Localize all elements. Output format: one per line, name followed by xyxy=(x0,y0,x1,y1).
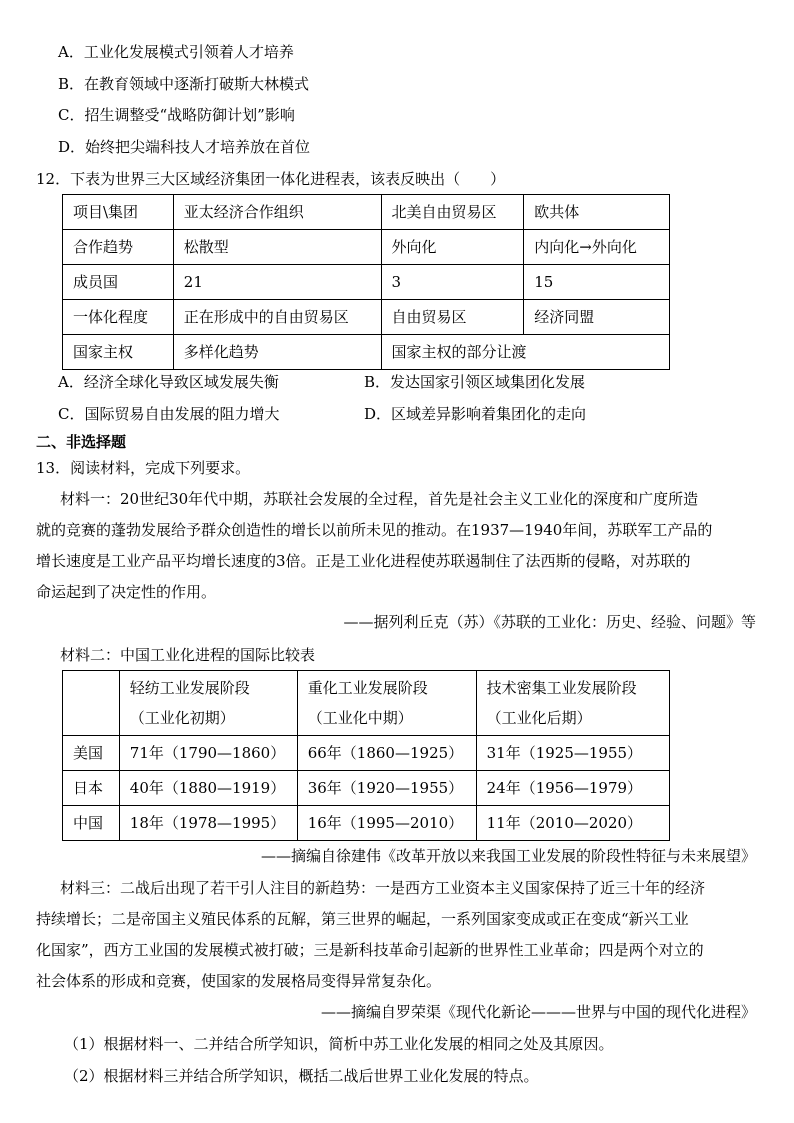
table-cell: 36年（1920—1955） xyxy=(297,771,476,806)
material-1-source: ——据列利丘克（苏）《苏联的工业化：历史、经验、问题》等 xyxy=(343,613,756,631)
table-row xyxy=(63,806,670,841)
header-line: 技术密集工业发展阶段 xyxy=(486,679,637,697)
sub-question-2: （2）根据材料三并结合所学知识，概括二战后世界工业化发展的特点。 xyxy=(64,1067,539,1085)
table-cell: 国家主权的部分让渡 xyxy=(381,335,670,370)
material-3-line: 化国家”，西方工业国的发展模式被打破；三是新科技革命引起新的世界性工业革命；四是两个对立的 xyxy=(36,941,704,959)
table-cell: 18年（1978—1995） xyxy=(119,806,297,841)
table-cell xyxy=(119,671,297,736)
table-cell: 合作趋势 xyxy=(63,230,174,265)
table-cell: 多样化趋势 xyxy=(173,335,381,370)
table-cell: 21 xyxy=(173,265,381,300)
table-row xyxy=(63,265,670,300)
table-cell: 项目\集团 xyxy=(63,195,174,230)
section-title: 二、非选择题 xyxy=(36,433,127,451)
table-cell xyxy=(476,671,669,736)
header-subline: （工业化后期） xyxy=(486,709,592,727)
table-cell: 11年（2010—2020） xyxy=(476,806,669,841)
material-3-line: 材料三：二战后出现了若干引人注目的新趋势：一是西方工业资本主义国家保持了近三十年的经济 xyxy=(60,879,706,897)
material-1-line: 材料一：20世纪30年代中期，苏联社会发展的全过程，首先是社会主义工业化的深度和广度所造 xyxy=(60,490,699,508)
table-cell: 欧共体 xyxy=(524,195,670,230)
table-cell: 日本 xyxy=(63,771,120,806)
q12-table xyxy=(62,194,670,370)
table-row xyxy=(63,771,670,806)
sub-question-1: （1）根据材料一、二并结合所学知识，简析中苏工业化发展的相同之处及其原因。 xyxy=(64,1035,614,1053)
material-1-line: 命运起到了决定性的作用。 xyxy=(36,583,217,601)
q12-option-a: A．经济全球化导致区域发展失衡 xyxy=(58,373,279,391)
table-cell: 24年（1956—1979） xyxy=(476,771,669,806)
comparison-table xyxy=(62,670,670,841)
table-header-row xyxy=(63,195,670,230)
table-cell: 3 xyxy=(381,265,524,300)
material-2-source: ——摘编自徐建伟《改革开放以来我国工业发展的阶段性特征与未来展望》 xyxy=(260,847,756,865)
table-row xyxy=(63,736,670,771)
header-line: 重化工业发展阶段 xyxy=(307,679,428,697)
material-3-line: 持续增长；二是帝国主义殖民体系的瓦解，第三世界的崛起，一系列国家变成或正在变成“新兴工业 xyxy=(36,910,689,928)
q11-option-d: D．始终把尖端科技人才培养放在首位 xyxy=(58,138,311,156)
table-cell: 15 xyxy=(524,265,670,300)
table-cell: 中国 xyxy=(63,806,120,841)
material-1-line: 增长速度是工业产品平均增长速度的3倍。正是工业化进程使苏联遏制住了法西斯的侵略，对苏联的 xyxy=(36,552,691,570)
table-cell: 一体化程度 xyxy=(63,300,174,335)
table-cell: 31年（1925—1955） xyxy=(476,736,669,771)
material-3-source: ——摘编自罗荣渠《现代化新论———世界与中国的现代化进程》 xyxy=(320,1003,756,1021)
q12-stem: 12．下表为世界三大区域经济集团一体化进程表，该表反映出（ ） xyxy=(36,170,506,188)
q11-option-a: A．工业化发展模式引领着人才培养 xyxy=(58,43,294,61)
table-row xyxy=(63,230,670,265)
table-cell: 美国 xyxy=(63,736,120,771)
q12-option-c: C．国际贸易自由发展的阻力增大 xyxy=(58,405,280,423)
q12-option-d: D．区域差异影响着集团化的走向 xyxy=(364,405,587,423)
table-cell: 40年（1880—1919） xyxy=(119,771,297,806)
table-cell: 成员国 xyxy=(63,265,174,300)
header-subline: （工业化中期） xyxy=(307,709,413,727)
table-cell xyxy=(63,671,120,736)
table-cell: 66年（1860—1925） xyxy=(297,736,476,771)
q13-stem: 13．阅读材料，完成下列要求。 xyxy=(36,459,251,477)
table-cell xyxy=(297,671,476,736)
table-cell: 亚太经济合作组织 xyxy=(173,195,381,230)
table-header-row xyxy=(63,671,670,736)
q11-option-c: C．招生调整受“战略防御计划”影响 xyxy=(58,106,295,124)
table-cell: 北美自由贸易区 xyxy=(381,195,524,230)
table-cell: 经济同盟 xyxy=(524,300,670,335)
material-1-line: 就的竞赛的蓬勃发展给予群众创造性的增长以前所未见的推动。在1937—1940年间，苏联军工产品的 xyxy=(36,521,713,539)
table-cell: 自由贸易区 xyxy=(381,300,524,335)
material-2-title: 材料二：中国工业化进程的国际比较表 xyxy=(60,646,316,664)
table-cell: 16年（1995—2010） xyxy=(297,806,476,841)
q12-option-b: B．发达国家引领区域集团化发展 xyxy=(364,373,586,391)
material-3-line: 社会体系的形成和竞赛，使国家的发展格局变得异常复杂化。 xyxy=(36,972,442,990)
table-row xyxy=(63,300,670,335)
table-cell: 正在形成中的自由贸易区 xyxy=(173,300,381,335)
table-cell: 国家主权 xyxy=(63,335,174,370)
table-cell: 71年（1790—1860） xyxy=(119,736,297,771)
q11-option-b: B．在教育领域中逐渐打破斯大林模式 xyxy=(58,75,310,93)
header-subline: （工业化初期） xyxy=(129,709,235,727)
table-cell: 外向化 xyxy=(381,230,524,265)
table-cell: 内向化→外向化 xyxy=(524,230,670,265)
table-row xyxy=(63,335,670,370)
table-cell: 松散型 xyxy=(173,230,381,265)
header-line: 轻纺工业发展阶段 xyxy=(129,679,250,697)
